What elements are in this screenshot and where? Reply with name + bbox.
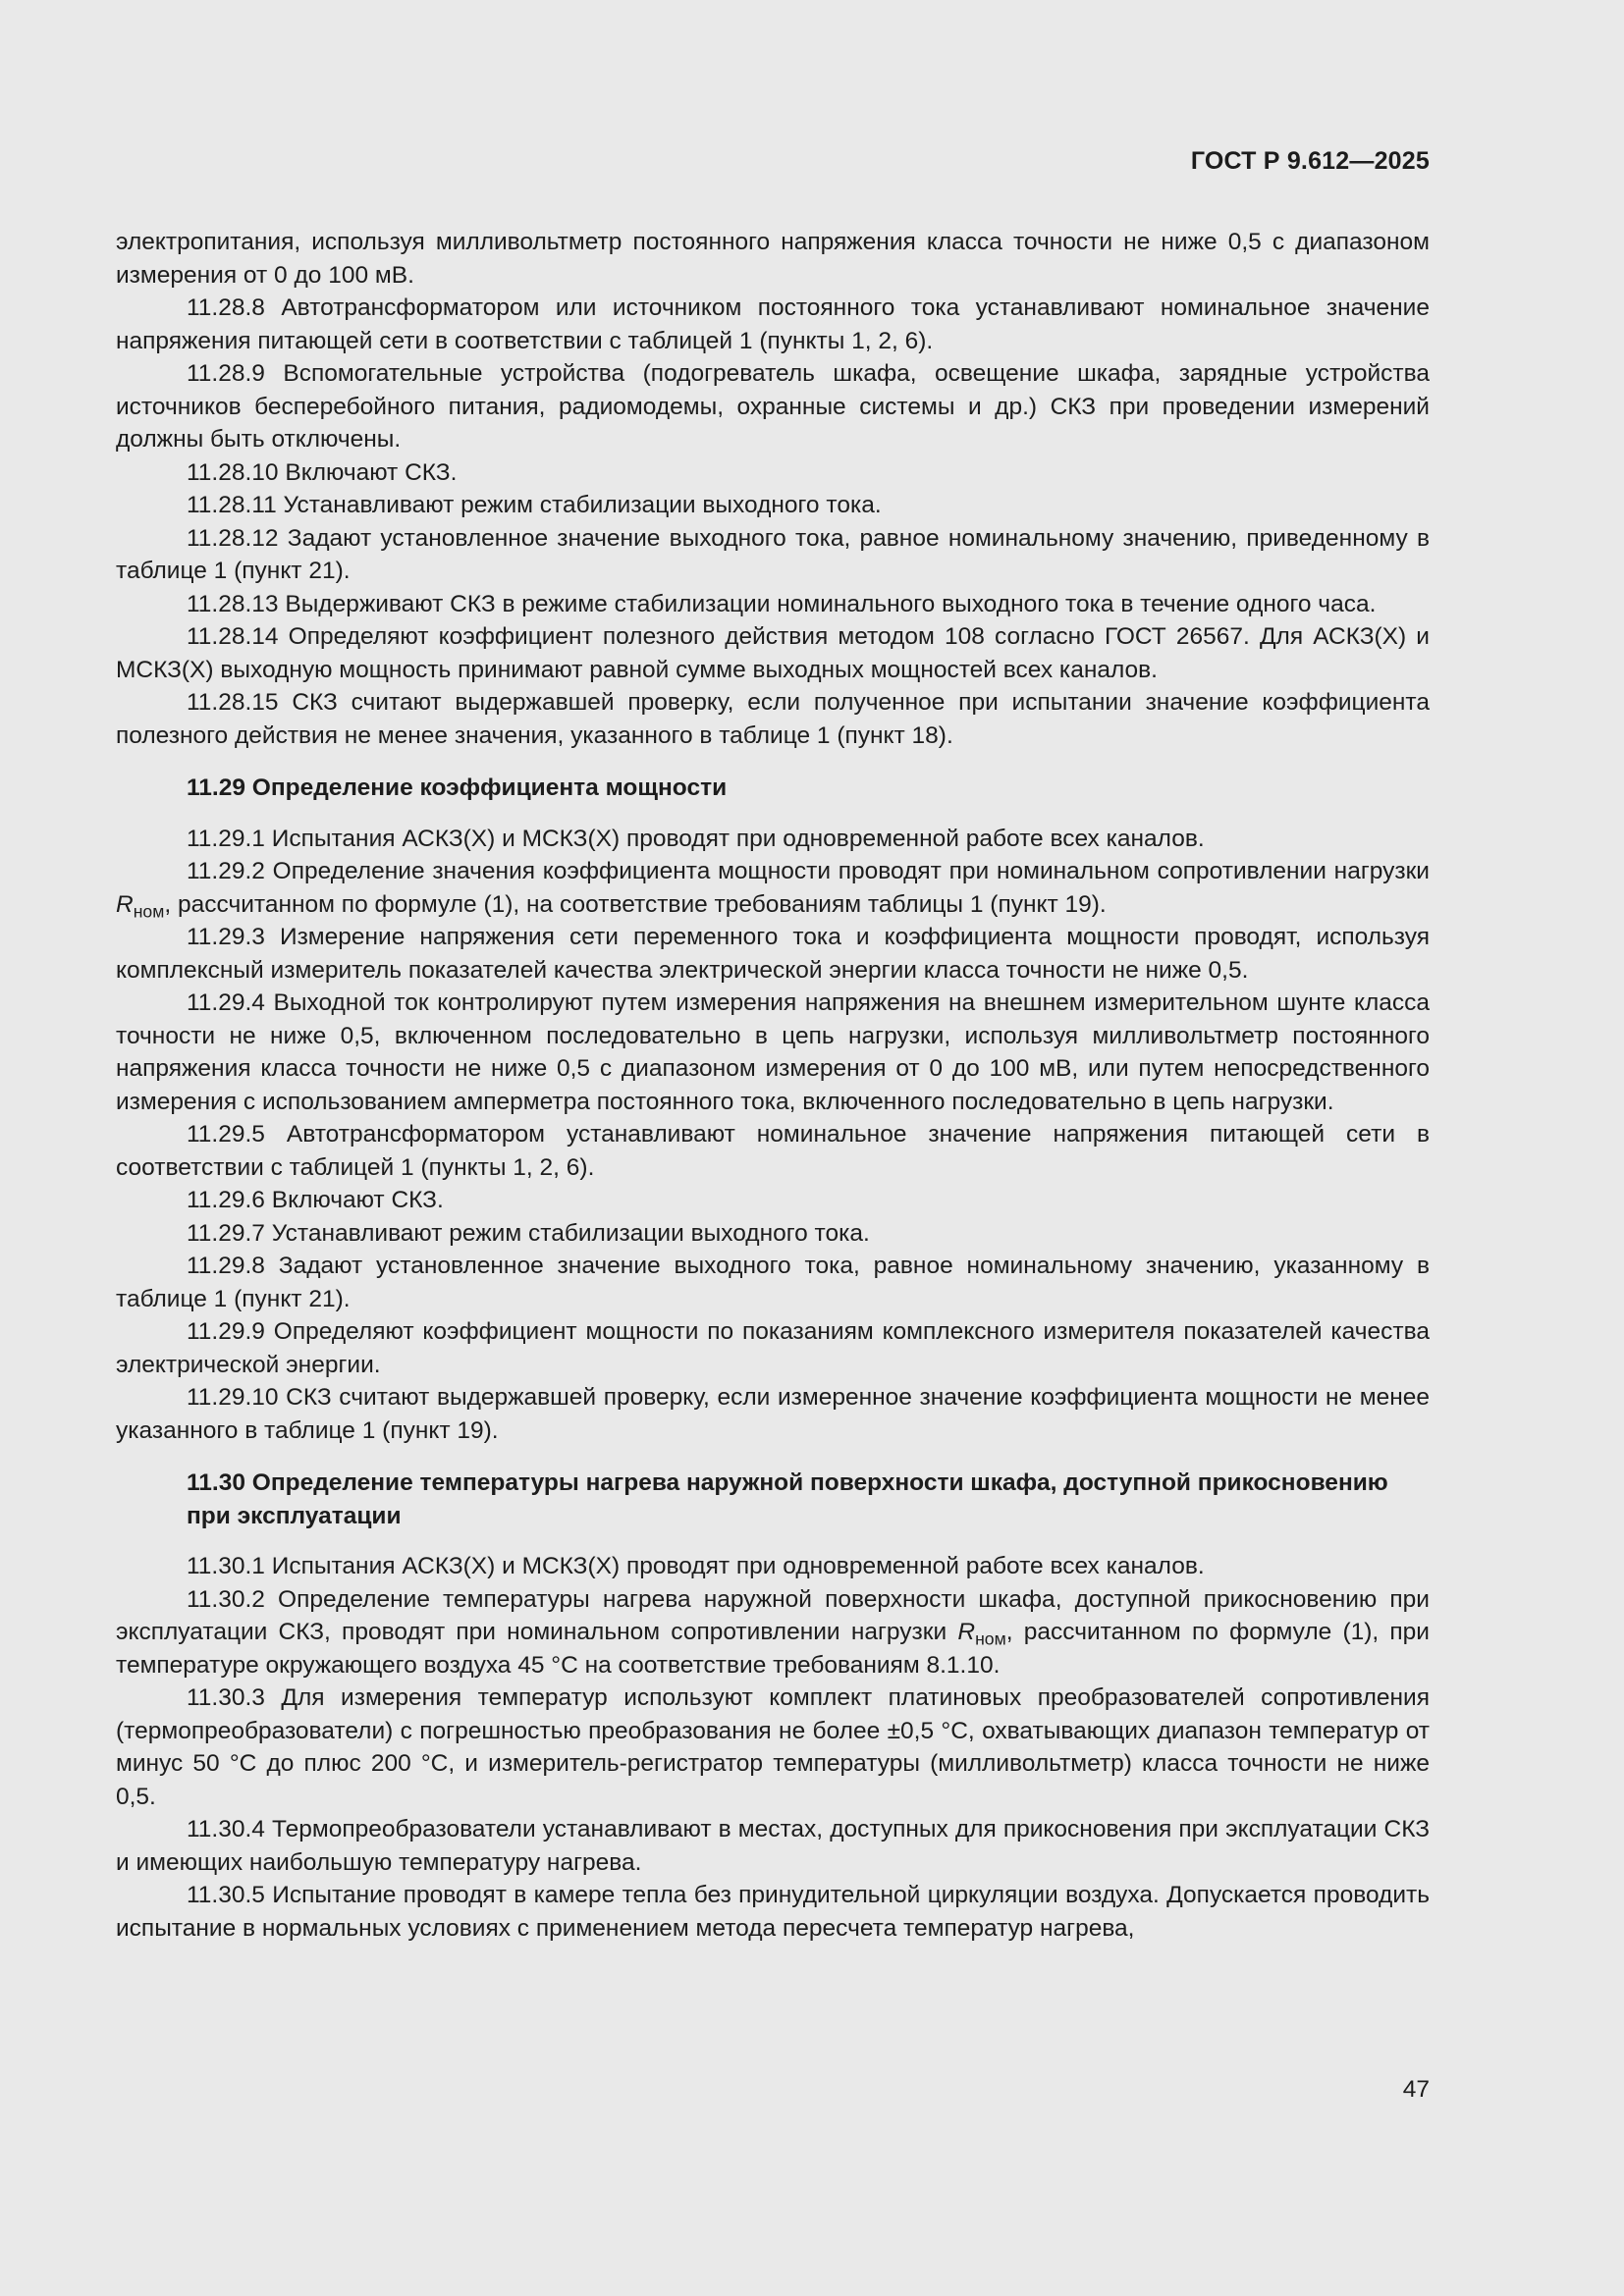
paragraph: 11.28.15 СКЗ считают выдержавшей проверку, если полученное при испытании значение коэффициента полезного действия не менее значения, указанного в таблице 1 (пункт 18).	[116, 689, 1430, 749]
document-body	[116, 226, 1430, 1945]
paragraph: 11.29.9 Определяют коэффициент мощности по показаниям комплексного измерителя показателей качества электрической энергии.	[116, 1318, 1430, 1378]
paragraph: 11.29.3 Измерение напряжения сети переменного тока и коэффициента мощности проводят, используя комплексный измеритель показателей качества электрической энергии класса точности не ниже 0,5.	[116, 924, 1430, 984]
paragraph-with-formula	[116, 855, 1430, 921]
paragraph: 11.28.12 Задают установленное значение выходного тока, равное номинальному значению, приведенному в таблице 1 (пункт 21).	[116, 524, 1430, 584]
paragraph: 11.29.4 Выходной ток контролируют путем измерения напряжения на внешнем измерительном шунте класса точности не ниже 0,5, включенном последовательно в цепь нагрузки, используя милливольтметр постоянного напряжения класса точности не ниже 0,5 с диапазоном измерения от 0 до 100 мВ, или путем непосредственного измерения с использованием амперметра постоянного тока, включенного последовательно в цепь нагрузки.	[116, 989, 1430, 1115]
paragraph: 11.29.5 Автотрансформатором устанавливают номинальное значение напряжения питающей сети в соответствии с таблицей 1 (пункты 1, 2, 6).	[116, 1121, 1430, 1181]
formula-subscript: ном	[975, 1629, 1006, 1649]
document-header: ГОСТ Р 9.612—2025	[1190, 147, 1430, 175]
text-run: 11.29.2 Определение значения коэффициента мощности проводят при номинальном сопротивлении нагрузки	[187, 858, 1430, 884]
text-run: 11.30.2 Определение температуры нагрева наружной поверхности шкафа, доступной прикосновению при эксплуатации СКЗ, проводят при номинальном сопротивлении нагрузки	[116, 1585, 1430, 1645]
paragraph: 11.29.1 Испытания АСКЗ(Х) и МСКЗ(Х) проводят при одновременной работе всех каналов.	[187, 825, 1205, 852]
text-run: , рассчитанном по формуле (1), на соответствие требованиям таблицы 1 (пункт 19).	[164, 890, 1107, 918]
paragraph: 11.30.1 Испытания АСКЗ(Х) и МСКЗ(Х) проводят при одновременной работе всех каналов.	[187, 1553, 1205, 1579]
paragraph: 11.29.8 Задают установленное значение выходного тока, равное номинальному значению, указанному в таблице 1 (пункт 21).	[116, 1253, 1430, 1312]
formula-subscript: ном	[133, 900, 165, 921]
text-run: , рассчитанном по формуле (1), при температуре окружающего воздуха 45 °С на соответствие требованиям 8.1.10.	[116, 1619, 1430, 1679]
section-heading: 11.29 Определение коэффициента мощности	[187, 774, 728, 801]
paragraph: 11.28.10 Включают СКЗ.	[187, 458, 458, 486]
paragraph: 11.29.6 Включают СКЗ.	[187, 1187, 444, 1213]
paragraph-with-formula	[116, 1583, 1430, 1682]
paragraph: 11.28.13 Выдерживают СКЗ в режиме стабилизации номинального выходного тока в течение одного часа.	[187, 590, 1377, 617]
formula-symbol: R	[116, 890, 134, 918]
paragraph: 11.28.11 Устанавливают режим стабилизации выходного тока.	[187, 492, 882, 518]
paragraph: 11.28.14 Определяют коэффициент полезного действия методом 108 согласно ГОСТ 26567. Для АСКЗ(Х) и МСКЗ(Х) выходную мощность принимают равной сумме выходных мощностей всех каналов.	[116, 623, 1430, 683]
paragraph: 11.28.8 Автотрансформатором или источником постоянного тока устанавливают номинальное значение напряжения питающей сети в соответствии с таблицей 1 (пункты 1, 2, 6).	[116, 294, 1430, 354]
paragraph: 11.28.9 Вспомогательные устройства (подогреватель шкафа, освещение шкафа, зарядные устройства источников бесперебойного питания, радиомодемы, охранные системы и др.) СКЗ при проведении измерений должны быть отключены.	[116, 360, 1430, 453]
paragraph: 11.29.7 Устанавливают режим стабилизации выходного тока.	[187, 1219, 870, 1247]
paragraph: 11.30.4 Термопреобразователи устанавливают в местах, доступных для прикосновения при эксплуатации СКЗ и имеющих наибольшую температуру нагрева.	[116, 1816, 1430, 1876]
formula-symbol: R	[957, 1619, 976, 1645]
page-number: 47	[1402, 2076, 1430, 2103]
paragraph: электропитания, используя милливольтметр постоянного напряжения класса точности не ниже 0,5 с диапазоном измерения от 0 до 100 мВ.	[116, 229, 1430, 289]
paragraph: 11.29.10 СКЗ считают выдержавшей проверку, если измеренное значение коэффициента мощности не менее указанного в таблице 1 (пункт 19).	[116, 1384, 1430, 1444]
paragraph: 11.30.5 Испытание проводят в камере тепла без принудительной циркуляции воздуха. Допускается проводить испытание в нормальных условиях с применением метода пересчета температур нагрева,	[116, 1882, 1430, 1942]
paragraph: 11.30.3 Для измерения температур используют комплект платиновых преобразователей сопротивления (термопреобразователи) с погрешностью преобразования не более ±0,5 °С, охватывающих диапазон температур от минус 50 °С до плюс 200 °С, и измеритель-регистратор температуры (милливольтметр) класса точности не ниже 0,5.	[116, 1684, 1430, 1810]
section-heading: 11.30 Определение температуры нагрева наружной поверхности шкафа, доступной прикосновению при эксплуатации	[187, 1469, 1388, 1529]
